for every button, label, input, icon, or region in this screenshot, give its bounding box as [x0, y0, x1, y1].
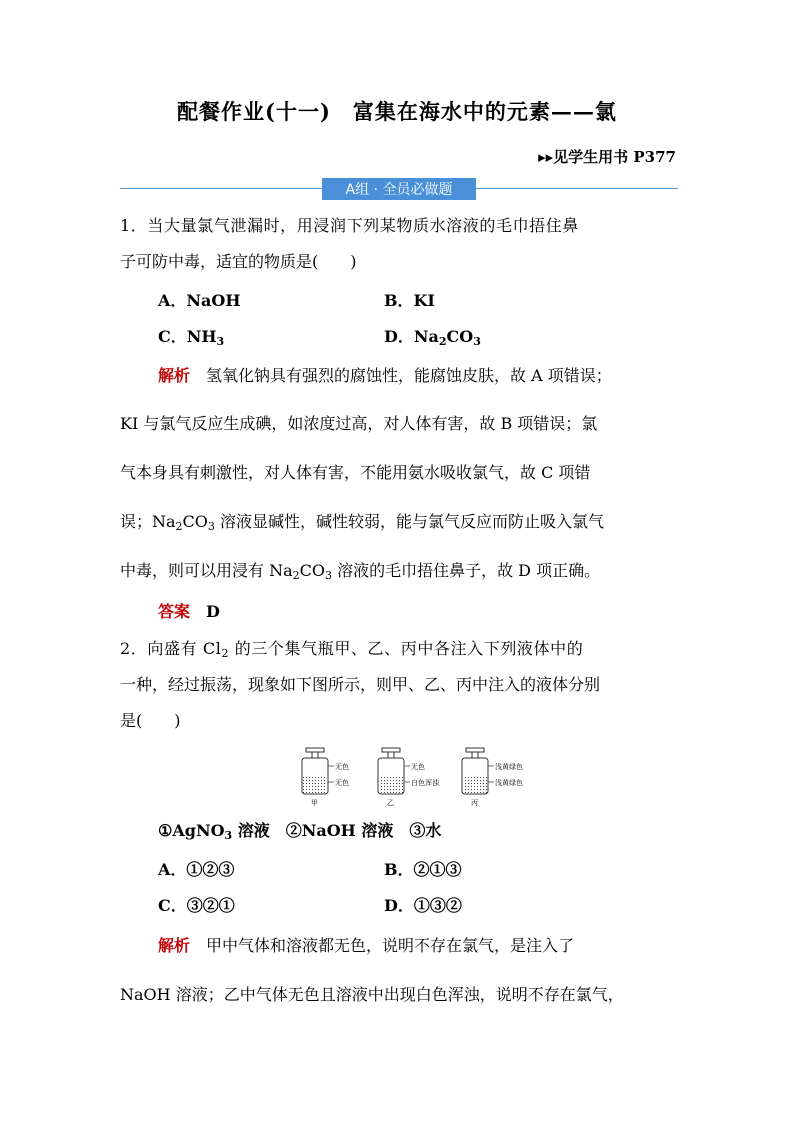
answer-value: D — [206, 602, 220, 621]
jar3-name: 丙 — [471, 799, 478, 807]
section-badge: A组 · 全员必做题 — [322, 178, 476, 200]
jar-bing — [462, 748, 523, 807]
jar3-bottom-label: 浅黄绿色 — [495, 779, 523, 787]
jar1-name: 甲 — [311, 799, 318, 807]
q2-analysis-line2: NaOH 溶液；乙中气体无色且溶液中出现白色浑浊，说明不存在氯气， — [120, 985, 624, 1004]
q1-analysis-line5: 中毒，则可以用浸有 $Na_2CO_3$ 溶液的毛巾捂住鼻子，故 D 项正确。 — [120, 561, 601, 582]
q2-stem-line2: 一种，经过振荡，现象如下图所示，则甲、乙、丙中注入的液体分别 — [120, 675, 601, 694]
q1-stem-line1: 1．当大量氯气泄漏时，用浸润下列某物质水溶液的毛巾捂住鼻 — [120, 216, 579, 235]
jar2-bottom-label: 白色浑浊 — [411, 779, 439, 787]
q1-answer — [158, 602, 358, 622]
jar1-top-label: 无色 — [335, 763, 349, 771]
q2-option-b: B．②①③ — [384, 860, 462, 879]
page-title: 配餐作业(十一) 富集在海水中的元素——氯 — [177, 99, 617, 124]
jar-jia — [302, 748, 349, 807]
analysis-label: 解析 — [158, 936, 191, 955]
q1-analysis-line4: 误；$Na_2CO_3$ 溶液显碱性，碱性较弱，能与氯气反应而防止吸入氯气 — [120, 512, 604, 533]
q1-stem-line2: 子可防中毒，适宜的物质是( ) — [120, 252, 357, 271]
book-reference: ▸▸见学生用书 P377 — [538, 148, 676, 166]
q2-stem-line1: 2．向盛有 $Cl_2$ 的三个集气瓶甲、乙、丙中各注入下列液体中的 — [120, 639, 584, 660]
q1-option-a: A．NaOH — [158, 291, 241, 310]
q1-option-c: C．$NH_3$ — [158, 327, 225, 348]
jar2-top-label: 无色 — [411, 763, 425, 771]
q2-option-d: D．①③② — [384, 896, 462, 915]
q2-stem-line3: 是( ) — [120, 711, 181, 730]
q2-analysis-line1: 解析 甲中气体和溶液都无色，说明不存在氯气，是注入了 — [158, 936, 575, 955]
jar2-name: 乙 — [387, 799, 394, 807]
q2-liquids: ①AgNO$_3$ 溶液 ②NaOH 溶液 ③水 — [158, 821, 442, 842]
q1-analysis-line2: KI 与氯气反应生成碘，如浓度过高，对人体有害，故 B 项错误；氯 — [120, 414, 598, 433]
gas-jars-figure — [296, 746, 546, 808]
q1-option-d: D．$Na_2CO_3$ — [384, 327, 481, 348]
q2-option-c: C．③②① — [158, 896, 235, 915]
q1-analysis-line3: 气本身具有刺激性，对人体有害，不能用氨水吸收氯气，故 C 项错 — [120, 463, 591, 482]
jar3-top-label: 浅黄绿色 — [495, 763, 523, 771]
analysis-label: 解析 — [158, 366, 191, 385]
jar1-bottom-label: 无色 — [335, 779, 349, 787]
q2-option-a: A．①②③ — [158, 860, 235, 879]
answer-label: 答案 — [158, 602, 191, 621]
q1-option-b: B．KI — [384, 291, 435, 310]
jar-yi — [378, 748, 440, 807]
q1-analysis-line1: 解析 氢氧化钠具有强烈的腐蚀性，能腐蚀皮肤，故 A 项错误； — [158, 366, 612, 385]
